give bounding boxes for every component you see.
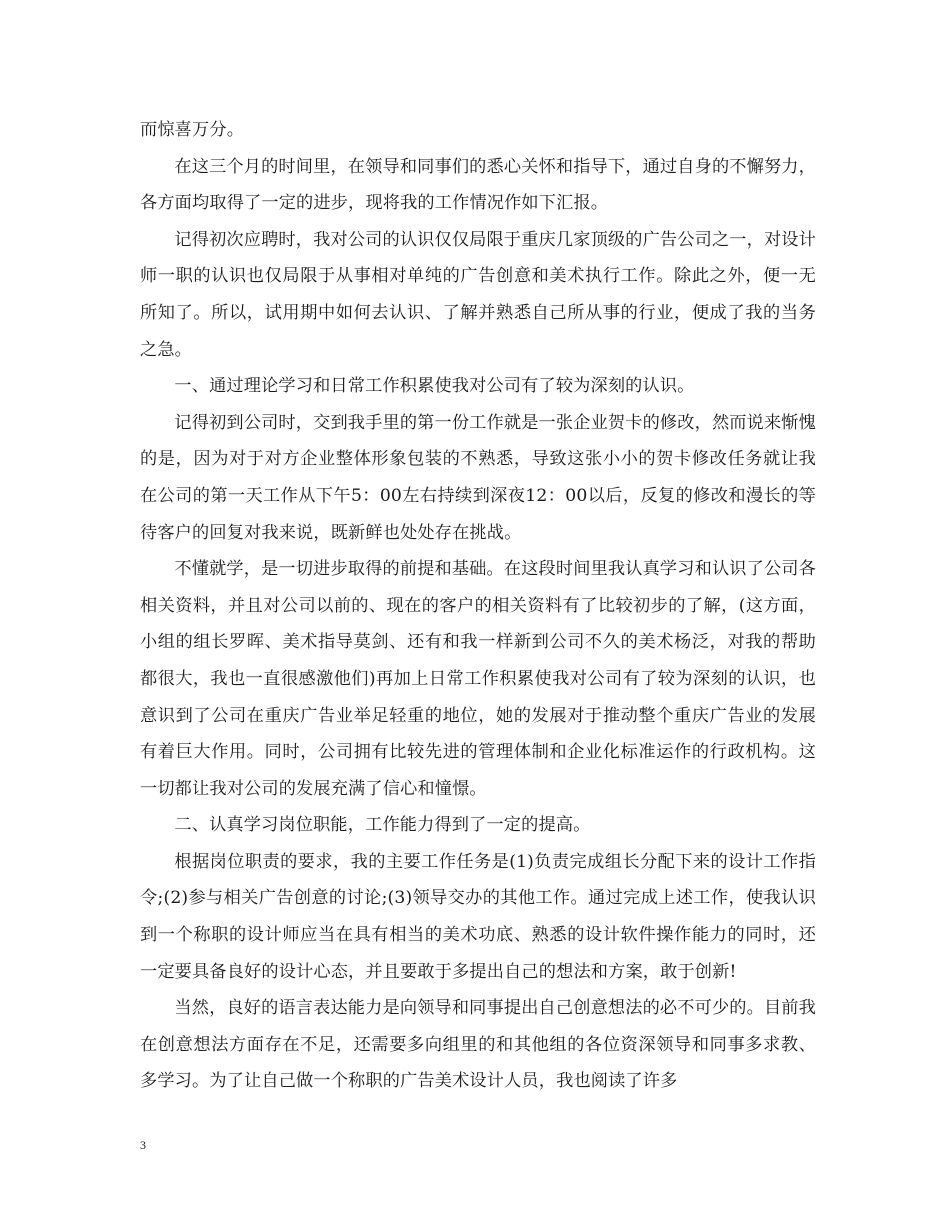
paragraph: 记得初到公司时，交到我手里的第一份工作就是一张企业贺卡的修改，然而说来惭愧的是，因为对于对方企业整体形象包装的不熟悉，导致这张小小的贺卡修改任务就让我在公司的第一天工作从下午5：00左右持续到深夜12：00以后，反复的修改和漫长的等待客户的回复对我来说，既新鲜也处处存在挑战。 — [140, 412, 816, 543]
section-heading-two: 二、认真学习岗位职能，工作能力得到了一定的提高。 — [174, 815, 591, 836]
paragraph: 当然，良好的语言表达能力是向领导和同事提出自己创意想法的必不可少的。目前我在创意想法方面存在不足，还需要多向组里的和其他组的各位资深领导和同事多求教、多学习。为了让自己做一个称职的广告美术设计人员，我也阅读了许多 — [140, 998, 816, 1092]
paragraph-continuation: 而惊喜万分。 — [140, 120, 245, 140]
paragraph: 在这三个月的时间里，在领导和同事们的悉心关怀和指导下，通过自身的不懈努力，各方面均取得了一定的进步，现将我的工作情况作如下汇报。 — [140, 156, 816, 214]
body-text — [140, 112, 816, 1100]
page-number: 3 — [140, 1138, 146, 1152]
section-heading-one: 一、通过理论学习和日常工作积累使我对公司有了较为深刻的认识。 — [174, 376, 695, 397]
paragraph: 记得初次应聘时，我对公司的认识仅仅局限于重庆几家顶级的广告公司之一，对设计师一职的认识也仅局限于从事相对单纯的广告创意和美术执行工作。除此之外，便一无所知了。所以，试用期中如何去认识、了解并熟悉自己所从事的行业，便成了我的当务之急。 — [140, 229, 816, 360]
paragraph: 根据岗位职责的要求，我的主要工作任务是(1)负责完成组长分配下来的设计工作指令;(2)参与相关广告创意的讨论;(3)领导交办的其他工作。通过完成上述工作，使我认识到一个称职的设计师应当在具有相当的美术功底、熟悉的设计软件操作能力的同时，还一定要具备良好的设计心态，并且要敢于多提出自己的想法和方案，敢于创新! — [140, 851, 816, 982]
paragraph: 不懂就学，是一切进步取得的前提和基础。在这段时间里我认真学习和认识了公司各相关资料，并且对公司以前的、现在的客户的相关资料有了比较初步的了解，(这方面，小组的组长罗晖、美术指导莫剑、还有和我一样新到公司不久的美术杨泛，对我的帮助都很大，我也一直很感激他们)再加上日常工作积累使我对公司有了较为深刻的认识，也意识到了公司在重庆广告业举足轻重的地位，她的发展对于推动整个重庆广告业的发展有着巨大作用。同时，公司拥有比较先进的管理体制和企业化标准运作的行政机构。这一切都让我对公司的发展充满了信心和憧憬。 — [140, 559, 816, 799]
